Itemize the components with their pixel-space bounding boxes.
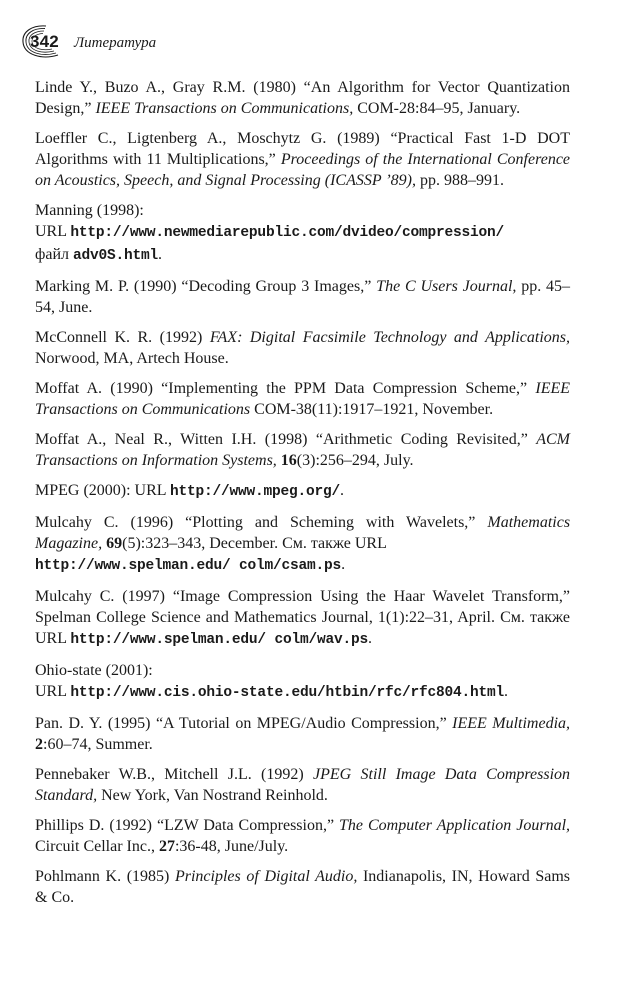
reference-item <box>35 276 570 318</box>
ref-title: “Image Compression Using the Haar Wavelet Transform,” <box>172 588 571 605</box>
ref-details: Norwood, MA, Artech House. <box>35 350 229 367</box>
ref-authors: Marking M. P. (1990) <box>35 278 177 295</box>
reference-item <box>35 378 570 420</box>
ref-volume: 2 <box>35 736 43 753</box>
ref-details: COM-38(11):1917–1921, November. <box>254 401 494 418</box>
ref-title: “A Tutorial on MPEG/Audio Compression,” <box>155 715 447 732</box>
page-header <box>18 22 156 62</box>
ref-title: “Practical Fast 1-D DOT Algorithms with 11 Multiplications,” <box>35 130 570 168</box>
ref-url-link[interactable]: http://www.spelman.edu/ colm/wav.ps <box>70 632 368 648</box>
ref-venue: The C Users Journal, <box>376 278 517 295</box>
ref-authors: McConnell K. R. (1992) <box>35 329 203 346</box>
page-number: 342 <box>30 32 59 51</box>
reference-item <box>35 866 570 908</box>
ref-url-link[interactable]: http://www.cis.ohio-state.edu/htbin/rfc/rfc804.html <box>70 685 504 701</box>
ref-details: :36-48, June/July. <box>174 838 289 855</box>
ref-source-line: Ohio-state (2001): <box>35 662 153 679</box>
ref-authors: Pennebaker W.B., Mitchell J.L. (1992) <box>35 766 304 783</box>
ref-suffix: . <box>503 683 508 700</box>
ref-title: “Arithmetic Coding Revisited,” <box>315 431 528 448</box>
ref-title: “Implementing the PPM Data Compression Scheme,” <box>161 380 528 397</box>
ref-authors: Moffat A., Neal R., Witten I.H. (1998) <box>35 431 308 448</box>
ref-details: (5):323–343, December. См. также URL <box>122 535 387 552</box>
reference-item <box>35 77 570 119</box>
ref-title: “LZW Data Compression,” <box>156 817 335 834</box>
ref-details-pre: Circuit Cellar Inc., <box>35 838 155 855</box>
ref-details: COM-28:84–95, January. <box>357 100 521 117</box>
ref-url-line <box>35 221 570 244</box>
reference-item <box>35 713 570 755</box>
ref-authors: Moffat A. (1990) <box>35 380 153 397</box>
ref-authors: Linde Y., Buzo A., Gray R.M. (1980) <box>35 79 296 96</box>
ref-authors: Pan. D. Y. (1995) <box>35 715 151 732</box>
ref-suffix: . <box>367 630 372 647</box>
ref-suffix: . <box>158 246 163 263</box>
ref-url-link[interactable]: http://www.newmediarepublic.com/dvideo/compression/ <box>70 225 504 241</box>
reference-item <box>35 480 570 503</box>
ref-volume: 27 <box>158 838 175 855</box>
ref-suffix: . <box>340 482 344 499</box>
ref-url-line <box>35 554 570 577</box>
ref-prefix: MPEG (2000): URL <box>35 482 166 499</box>
reference-item <box>35 200 570 267</box>
reference-item <box>35 327 570 369</box>
ref-volume: 69 <box>106 535 123 552</box>
reference-item <box>35 660 570 704</box>
ref-venue: FAX: Digital Facsimile Technology and Applications, <box>209 329 571 346</box>
ref-details: Indianapolis, IN, Howard Sams & Co. <box>35 868 571 906</box>
ref-suffix: . <box>341 556 346 573</box>
ref-venue: ACM Transactions on Information Systems, <box>35 431 571 469</box>
ref-source-line: Manning (1998): <box>35 202 144 219</box>
reference-list <box>35 77 570 917</box>
reference-item <box>35 512 570 577</box>
ref-volume: 16 <box>280 452 297 469</box>
ref-venue: Mathematics Magazine, <box>35 514 571 552</box>
reference-item <box>35 815 570 857</box>
ref-authors: Loeffler C., Ligtenberg A., Moschytz G. (1989) <box>35 130 380 147</box>
ref-authors: Mulcahy C. (1997) <box>35 588 165 605</box>
ref-venue: Proceedings of the International Conference on Acoustics, Speech, and Signal Processing (ICASSP ’89), <box>35 151 571 189</box>
ref-file-label: файл <box>35 246 70 263</box>
reference-item <box>35 586 570 651</box>
reference-item <box>35 128 570 191</box>
running-title: Литература <box>74 34 157 51</box>
ref-authors: Phillips D. (1992) <box>35 817 153 834</box>
ref-url-link[interactable]: http://www.spelman.edu/ colm/csam.ps <box>35 558 342 574</box>
ref-file-line <box>35 244 570 267</box>
ref-authors: Mulcahy C. (1996) <box>35 514 174 531</box>
reference-item <box>35 764 570 806</box>
ref-file-name: adv0S.html <box>73 248 159 264</box>
ref-url-line <box>35 681 570 704</box>
ref-details: New York, Van Nostrand Reinhold. <box>101 787 328 804</box>
page-number-badge <box>18 22 66 62</box>
ref-details: pp. 45–54, June. <box>35 278 571 316</box>
ref-authors: Pohlmann K. (1985) <box>35 868 170 885</box>
ref-details: (3):256–294, July. <box>296 452 414 469</box>
ref-venue: The Computer Application Journal, <box>339 817 571 834</box>
ref-venue: IEEE Multimedia, <box>452 715 571 732</box>
ref-venue: IEEE Transactions on Communications, <box>95 100 354 117</box>
ref-details: :60–74, Summer. <box>43 736 153 753</box>
ref-url-prefix: URL <box>35 223 67 240</box>
ref-title: “Decoding Group 3 Images,” <box>181 278 372 295</box>
ref-url-prefix: URL <box>35 683 67 700</box>
ref-url-link[interactable]: http://www.mpeg.org/ <box>169 484 340 500</box>
ref-title: “An Algorithm for Vector Quantization Design,” <box>35 79 570 117</box>
reference-item <box>35 429 570 471</box>
ref-details: pp. 988–991. <box>419 172 504 189</box>
ref-venue: Principles of Digital Audio, <box>174 868 358 885</box>
ref-details: Spelman College Science and Mathematics Journal, 1(1):22–31, April. См. также URL <box>35 609 570 647</box>
ref-venue: JPEG Still Image Data Compression Standard, <box>35 766 571 804</box>
ref-venue: IEEE Transactions on Communications <box>35 380 571 418</box>
ref-title: “Plotting and Scheming with Wavelets,” <box>185 514 476 531</box>
